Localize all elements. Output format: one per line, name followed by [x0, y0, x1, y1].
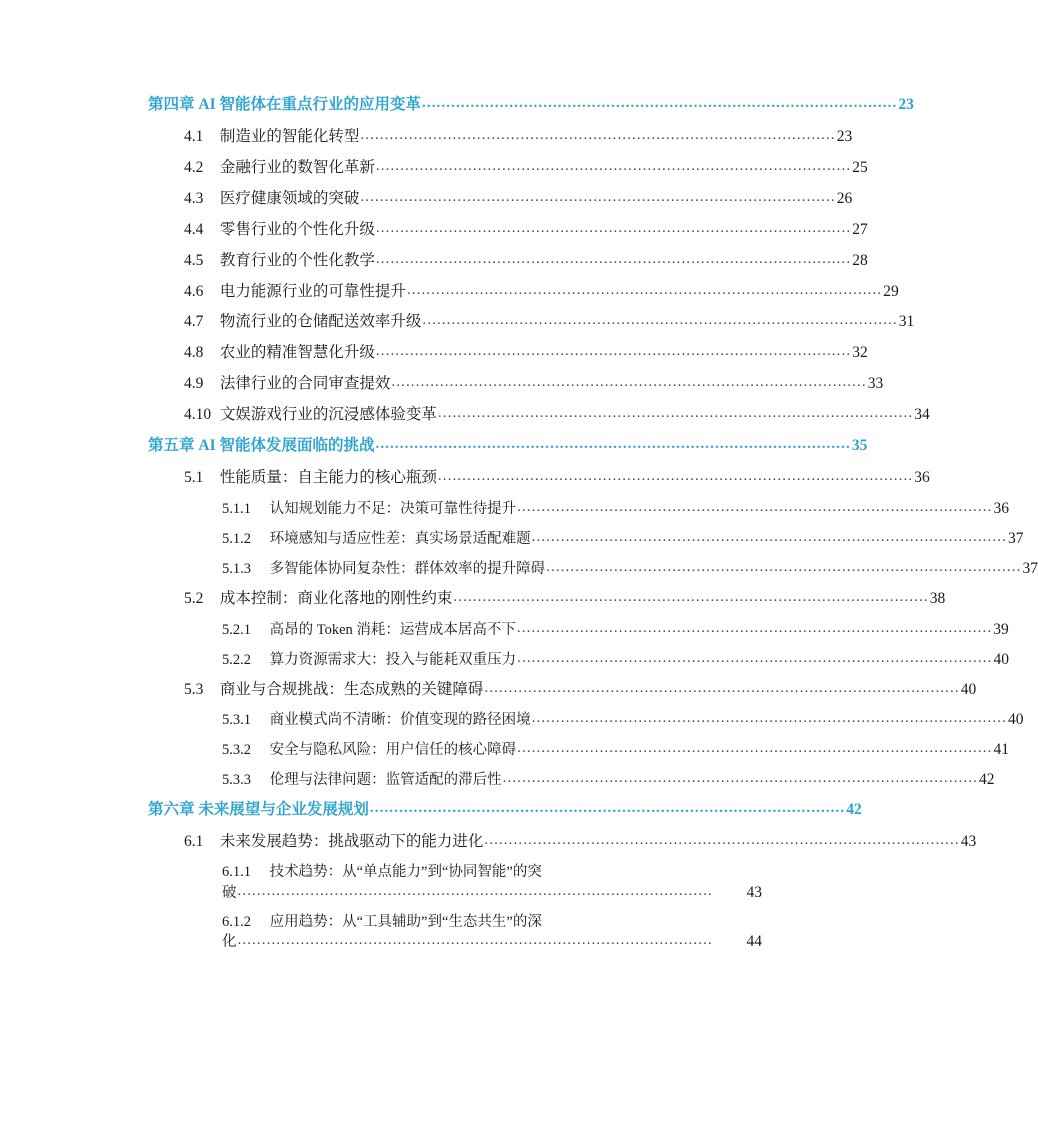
toc-entry-label [184, 374, 390, 395]
toc-entry-5-2-2[interactable] [222, 649, 1009, 671]
toc-entry-label [184, 251, 375, 272]
toc-entry-number: 6.1.1 [222, 864, 251, 881]
toc-leader-dots: .................................................................................................. [237, 932, 713, 949]
toc-entry-label [222, 621, 516, 641]
toc-page-number: 40 [993, 650, 1009, 668]
toc-entry-label [222, 651, 516, 671]
toc-entry-number: 5.3 [184, 680, 204, 698]
toc-entry-title: 环境感知与适应性差：真实场景适配难题 [269, 530, 531, 547]
toc-leader-dots: .................................................................................................. [517, 740, 993, 757]
toc-entry-title: 零售行业的个性化升级 [219, 220, 375, 238]
toc-entry-5-2-1[interactable] [222, 619, 1009, 641]
toc-entry-title: 文娱游戏行业的沉浸感体验变革 [219, 406, 437, 424]
toc-entry-title: 商业模式尚不清晰：价值变现的路径困境 [269, 712, 531, 729]
toc-entry-6-1-1[interactable] [222, 863, 762, 903]
toc-entry-number: 4.1 [184, 127, 204, 145]
toc-page-number: 42 [978, 771, 995, 789]
toc-entry-4-2[interactable] [184, 157, 868, 179]
toc-entry-label [184, 680, 483, 701]
toc-entry-5-1-2[interactable] [222, 528, 1024, 550]
toc-entry-5-3-3[interactable] [222, 770, 995, 791]
toc-entry-label [184, 220, 375, 241]
toc-page-number: 35 [851, 437, 868, 455]
toc-entry-label [184, 589, 452, 610]
toc-entry-title: 多智能体协同复杂性：群体效率的提升障碍 [269, 560, 546, 577]
toc-leader-dots: .................................................................................................. [369, 800, 846, 817]
toc-entry-6-1[interactable] [184, 832, 977, 853]
toc-entry-number: 5.3.3 [222, 772, 251, 789]
toc-page-number: 38 [929, 589, 946, 607]
toc-entry-4-3[interactable] [184, 188, 853, 210]
toc-entry-label [222, 864, 542, 880]
toc-entry-4-1[interactable] [184, 126, 853, 148]
toc-page-number: 25 [852, 158, 868, 176]
toc-entry-number: 4.5 [184, 251, 204, 269]
toc-leader-dots: .................................................................................................. [422, 95, 898, 111]
toc-entry-label [184, 343, 375, 364]
toc-leader-dots: .................................................................................................. [484, 679, 960, 696]
toc-leader-dots: .................................................................................................. [531, 528, 1007, 545]
toc-entry-label [148, 95, 421, 116]
toc-entry-label [184, 158, 375, 179]
toc-page-number: 43 [960, 833, 977, 851]
toc-leader-dots: .................................................................................................. [502, 770, 978, 787]
toc-leader-dots: .................................................................................................. [516, 619, 993, 636]
toc-leader-dots: .................................................................................................. [453, 588, 929, 605]
toc-entry-4-5[interactable] [184, 250, 868, 272]
toc-entry-label [184, 312, 421, 333]
toc-entry-number: 4.9 [184, 375, 204, 393]
toc-leader-dots: .................................................................................................. [375, 157, 852, 174]
toc-entry-number: 5.1.2 [222, 530, 251, 547]
toc-entry-title: 医疗健康领域的突破 [219, 189, 360, 207]
toc-entry-label [222, 914, 542, 930]
toc-page-number: 40 [1007, 711, 1024, 729]
toc-leader-dots: .................................................................................................. [375, 250, 852, 267]
toc-entry-title: 技术趋势：从“单点能力”到“协同智能”的突 [269, 864, 542, 881]
toc-page-number: 29 [883, 282, 899, 300]
toc-entry-title: 算力资源需求大：投入与能耗双重压力 [269, 651, 517, 668]
toc-entry-4-7[interactable] [184, 312, 915, 333]
toc-page-number: 28 [852, 251, 868, 269]
toc-entry-title: 成本控制：商业化落地的刚性约束 [219, 589, 453, 607]
toc-page-number: 37 [1022, 559, 1038, 577]
toc-entry-title: 未来展望与企业发展规划 [198, 801, 369, 819]
toc-page-number: 27 [852, 220, 868, 238]
toc-page-number: 23 [836, 127, 853, 145]
toc-entry-4-4[interactable] [184, 219, 868, 241]
toc-entry-chapter-6[interactable] [148, 800, 862, 821]
toc-entry-title: 农业的精准智慧化升级 [219, 344, 375, 362]
toc-leader-dots: .................................................................................................. [422, 312, 898, 329]
toc-entry-number: 5.1.1 [222, 500, 251, 517]
toc-leader-dots: .................................................................................................. [360, 126, 836, 143]
toc-page-number: 44 [746, 933, 762, 951]
toc-leader-dots: .................................................................................................. [375, 219, 852, 236]
toc-entry-label [184, 127, 359, 148]
toc-entry-label [222, 530, 531, 550]
toc-entry-number: 5.3.2 [222, 742, 251, 759]
toc-page-number: 41 [993, 741, 1009, 759]
toc-entry-4-8[interactable] [184, 343, 868, 364]
toc-entry-5-1-1[interactable] [222, 498, 1009, 520]
toc-entry-number: 5.2.2 [222, 651, 251, 668]
toc-entry-number: 5.1.3 [222, 560, 251, 577]
toc-entry-wrapline [222, 932, 762, 953]
toc-leader-dots: .................................................................................................. [406, 281, 883, 298]
toc-leader-dots: .................................................................................................. [531, 710, 1007, 727]
toc-leader-dots: .................................................................................................. [375, 436, 851, 453]
toc-page-number: 32 [852, 344, 868, 362]
toc-entry-label [184, 832, 483, 853]
toc-entry-title: 高昂的 Token 消耗：运营成本居高不下 [269, 621, 516, 638]
toc-entry-number: 4.6 [184, 282, 204, 300]
toc-page-number: 37 [1007, 529, 1024, 547]
toc-leader-dots: .................................................................................................. [546, 558, 1022, 575]
toc-entry-number: 5.2.1 [222, 621, 251, 638]
toc-page-number: 23 [898, 96, 914, 113]
table-of-contents [148, 95, 1038, 953]
toc-page-number: 40 [960, 680, 977, 698]
toc-entry-5-2[interactable] [184, 588, 946, 610]
toc-leader-dots: .................................................................................................. [391, 374, 867, 391]
toc-page-number: 34 [914, 406, 930, 424]
toc-page-number: 26 [836, 189, 853, 207]
toc-leader-dots: .................................................................................................. [237, 882, 713, 899]
toc-entry-title: 法律行业的合同审查提效 [219, 375, 391, 393]
toc-leader-dots: .................................................................................................. [360, 188, 836, 205]
toc-page-number: 39 [993, 620, 1009, 638]
toc-entry-label [184, 282, 406, 303]
toc-entry-label [222, 741, 516, 761]
toc-page-number: 36 [914, 469, 930, 487]
toc-entry-number: 4.4 [184, 220, 204, 238]
toc-entry-title: 金融行业的数智化革新 [219, 158, 375, 176]
toc-entry-4-9[interactable] [184, 374, 884, 395]
toc-entry-number: 6.1.2 [222, 913, 251, 930]
toc-entry-number: 第六章 [148, 801, 195, 819]
toc-page-number: 42 [846, 801, 862, 819]
toc-entry-label [222, 500, 516, 520]
toc-page-number: 36 [993, 499, 1009, 517]
toc-entry-title: 性能质量：自主能力的核心瓶颈 [219, 469, 437, 487]
toc-entry-title: 制造业的智能化转型 [219, 127, 360, 145]
toc-entry-4-6[interactable] [184, 281, 899, 303]
toc-entry-number: 5.1 [184, 469, 204, 487]
toc-page-number: 43 [746, 883, 762, 901]
toc-entry-4-10[interactable] [184, 405, 930, 426]
toc-entry-label [184, 468, 437, 489]
toc-entry-number: 4.7 [184, 313, 204, 331]
toc-entry-title: 伦理与法律问题：监管适配的滞后性 [269, 772, 502, 789]
toc-entry-5-1[interactable] [184, 468, 930, 489]
toc-entry-number: 5.3.1 [222, 712, 251, 729]
toc-page-number: 31 [898, 313, 915, 331]
toc-leader-dots: .................................................................................................. [437, 405, 914, 422]
toc-leader-dots: .................................................................................................. [517, 649, 993, 666]
toc-entry-title: AI 智能体发展面临的挑战 [198, 437, 375, 455]
toc-entry-5-3-1[interactable] [222, 710, 1024, 731]
toc-entry-title: 教育行业的个性化教学 [219, 251, 375, 269]
toc-entry-number: 4.8 [184, 344, 204, 362]
toc-page-number: 33 [867, 375, 884, 393]
toc-entry-title-continuation: 破 [222, 884, 237, 901]
toc-entry-chapter-5[interactable] [148, 436, 868, 457]
toc-entry-title: 商业与合规挑战：生态成熟的关键障碍 [219, 680, 484, 698]
toc-entry-number: 第五章 [148, 437, 195, 455]
toc-leader-dots: .................................................................................................. [484, 832, 960, 849]
toc-entry-label [222, 771, 502, 791]
toc-entry-5-1-3[interactable] [222, 558, 1038, 580]
toc-entry-title: 应用趋势：从“工具辅助”到“生态共生”的深 [269, 913, 542, 930]
toc-entry-title: 未来发展趋势：挑战驱动下的能力进化 [219, 833, 484, 851]
toc-entry-title: 电力能源行业的可靠性提升 [219, 282, 406, 300]
toc-entry-number: 4.2 [184, 158, 204, 176]
toc-entry-label [184, 189, 359, 210]
toc-leader-dots: .................................................................................................. [437, 468, 914, 485]
toc-leader-dots: .................................................................................................. [375, 343, 852, 360]
toc-entry-label [148, 800, 369, 821]
toc-entry-label [148, 436, 375, 457]
toc-entry-number: 4.3 [184, 189, 204, 207]
toc-entry-label [222, 560, 545, 580]
toc-entry-number: 5.2 [184, 589, 204, 607]
toc-entry-title: AI 智能体在重点行业的应用变革 [198, 96, 421, 113]
toc-entry-5-3[interactable] [184, 679, 977, 701]
toc-entry-number: 6.1 [184, 833, 204, 851]
toc-entry-title: 物流行业的仓储配送效率升级 [219, 313, 422, 331]
toc-entry-number: 4.10 [184, 406, 212, 424]
toc-entry-chapter-4[interactable] [148, 95, 914, 116]
toc-entry-6-1-2[interactable] [222, 913, 762, 953]
toc-entry-wrapline [222, 883, 762, 904]
toc-entry-title: 认知规划能力不足：决策可靠性待提升 [269, 500, 517, 517]
toc-entry-label [184, 405, 437, 426]
toc-entry-5-3-2[interactable] [222, 740, 1009, 761]
toc-entry-title: 安全与隐私风险：用户信任的核心障碍 [269, 742, 517, 759]
toc-entry-label [222, 711, 531, 731]
toc-entry-title-continuation: 化 [222, 934, 237, 951]
toc-leader-dots: .................................................................................................. [517, 498, 993, 515]
toc-entry-number: 第四章 [148, 96, 195, 113]
